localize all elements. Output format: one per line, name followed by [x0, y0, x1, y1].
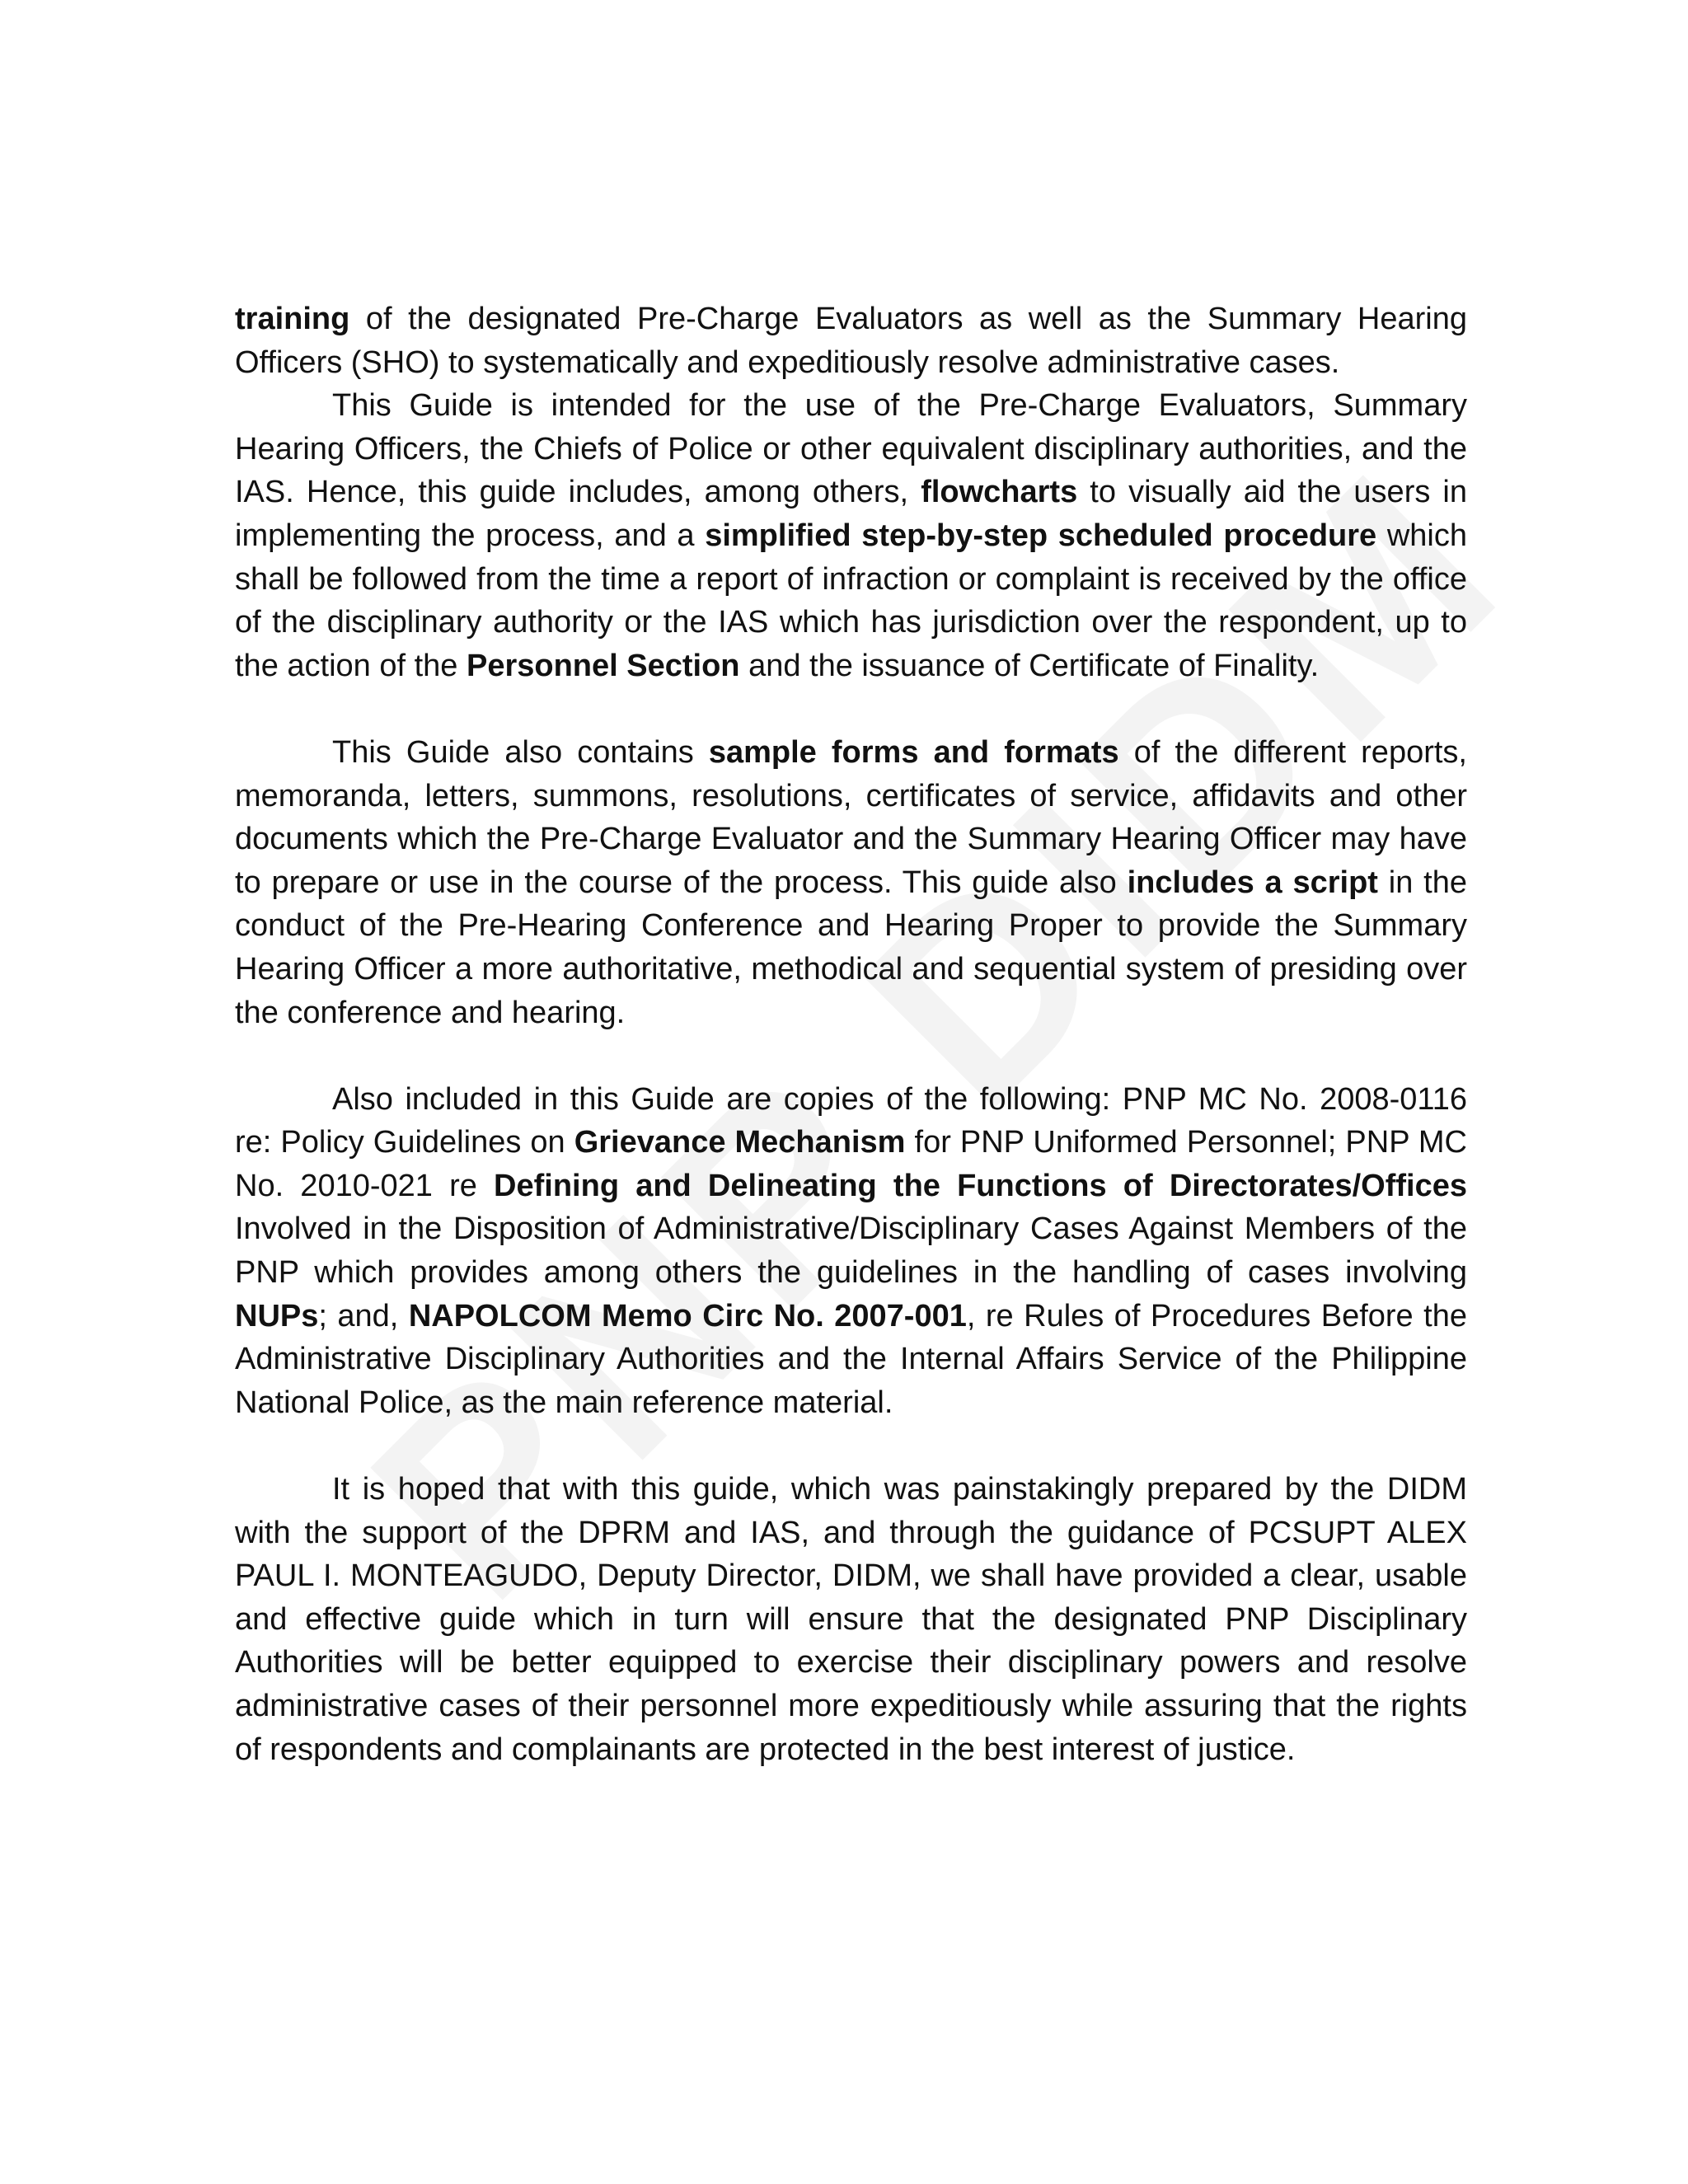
text-segment-bold: NAPOLCOM Memo Circ No. 2007-001 [408, 1298, 967, 1333]
text-segment-bold: sample forms and formats [708, 734, 1119, 770]
paragraph-it-is-hoped [235, 1468, 1467, 1771]
text-segment: of the different reports, memoranda, letters, summons, resolutions, certificates of service, affidavits and other documents which the Pre-Charge Evaluator and the Summary Hearing Officer may have to prepare or use in the course of the process. This guide also [235, 734, 1467, 900]
text-segment-bold: Defining and Delineating the Functions of Directorates/Offices [494, 1168, 1468, 1203]
text-segment: Involved in the Disposition of Administrative/Disciplinary Cases Against Members of the PNP which provides among others the guidelines in the handling of cases involving [235, 1212, 1467, 1291]
text-segment-bold: flowcharts [921, 475, 1078, 510]
text-segment: , re Rules of Procedures Before the Administrative Disciplinary Authorities and the Internal Affairs Service of the Philippine National Police, as the main reference material. [235, 1298, 1467, 1420]
text-segment: ; and, [318, 1298, 409, 1333]
paragraph-guide-intended [235, 384, 1467, 687]
document-body [235, 298, 1467, 1771]
text-segment-bold: NUPs [235, 1298, 319, 1333]
text-segment: This Guide also contains [332, 734, 709, 770]
text-segment: and the issuance of Certificate of Finality. [739, 648, 1320, 683]
paragraph-continuation [235, 298, 1467, 384]
text-segment-bold: simplified step-by-step scheduled procedure [705, 518, 1377, 553]
text-segment-bold: training [235, 302, 350, 336]
text-segment: It is hoped that with this guide, which was painstakingly prepared by the DIDM with the support of the DPRM and IAS, and through the guidance of PCSUPT ALEX PAUL I. MONTEAGUDO, Deputy Director, DIDM, we shall have provided a clear, usable and effective guide which in turn will ensure that the designated PNP Disciplinary Authorities will be better equipped to exercise their disciplinary powers and resolve administrative cases of their personnel more expeditiously while assuring that the rights of respondents and complainants are protected in the best interest of justice. [235, 1472, 1467, 1767]
text-segment-bold: includes a script [1127, 865, 1378, 900]
text-segment: in the conduct of the Pre-Hearing Conference and Hearing Proper to provide the Summary Hearing Officer a more authoritative, methodical and sequential system of presiding over the conference and hearing. [235, 865, 1467, 1030]
text-segment: of the designated Pre-Charge Evaluators as well as the Summary Hearing Officers (SHO) to systematically and expeditiously resolve administrative cases. [235, 302, 1467, 380]
text-segment-bold: Grievance Mechanism [574, 1125, 906, 1160]
text-segment: which shall be followed from the time a report of infraction or complaint is received by the office of the disciplinary authority or the IAS which has jurisdiction over the respondent, up to the action of the [235, 518, 1467, 683]
text-segment-bold: Personnel Section [466, 648, 740, 683]
text-segment: to visually aid the users in implementing the process, and a [235, 475, 1468, 553]
text-segment: This Guide is intended for the use of the Pre-Charge Evaluators, Summary Hearing Officers, the Chiefs of Police or other equivalent disciplinary authorities, and the IAS. Hence, this guide includes, among others, [235, 388, 1467, 510]
text-segment: for PNP Uniformed Personnel; PNP MC No. 2010-021 re [235, 1125, 1467, 1203]
text-segment: Also included in this Guide are copies of the following: PNP MC No. 2008-0116 re: Policy Guidelines on [235, 1081, 1467, 1160]
paragraph-also-included [235, 1078, 1467, 1425]
paragraph-sample-forms [235, 731, 1467, 1034]
